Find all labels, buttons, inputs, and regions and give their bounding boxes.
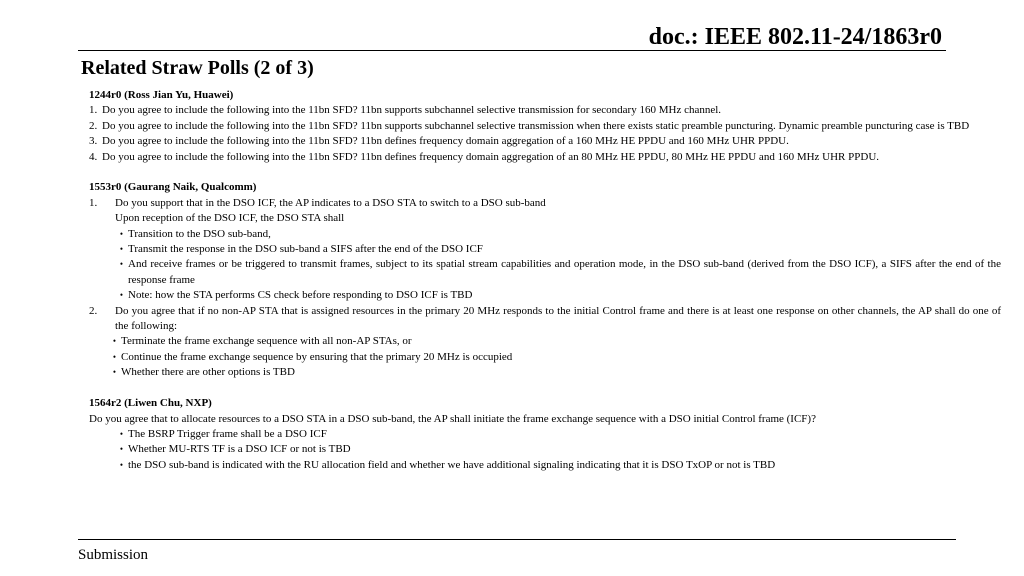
bullet-list [89, 427, 1001, 473]
bullet-item [115, 442, 1001, 457]
bullet-list [89, 334, 1001, 380]
bullet-text: Transmit the response in the DSO sub-band a SIFS after the end of the DSO ICF [128, 243, 483, 256]
poll-item [89, 103, 1001, 118]
bullet-icon: • [119, 228, 124, 239]
item-text: Do you support that in the DSO ICF, the AP indicates to a DSO STA to switch to a DSO sub-band [115, 196, 546, 209]
item-subline: Upon reception of the DSO ICF, the DSO STA shall [115, 212, 345, 225]
bullet-item [115, 242, 1001, 257]
section-1553r0-heading: 1553r0 (Gaurang Naik, Qualcomm) [89, 181, 257, 194]
item-number: 1. [89, 196, 98, 209]
bullet-text: Note: how the STA performs CS check before responding to DSO ICF is TBD [128, 289, 473, 302]
bullet-icon: • [119, 244, 124, 255]
section-spacer [89, 381, 1001, 396]
poll-question: Do you agree that to allocate resources to a DSO STA in a DSO sub-band, the AP shall initiate the frame exchange sequence with a DSO initial Control frame (ICF)? [89, 412, 816, 425]
section-1244r0-heading: 1244r0 (Ross Jian Yu, Huawei) [89, 89, 234, 101]
bullet-item [108, 365, 1001, 380]
item-text: Do you agree to include the following into the 11bn SFD? 11bn supports subchannel selective transmission for secondary 160 MHz channel. [102, 104, 722, 117]
bullet-icon: • [119, 290, 124, 301]
bullet-text: And receive frames or be triggered to transmit frames, subject to its spatial stream capabilities and operation mode, in the DSO sub-band (derived from the DSO ICF), a SIFS after the end of the response frame [128, 258, 1001, 286]
bullet-text: Terminate the frame exchange sequence with all non-AP STAs, or [121, 335, 412, 348]
poll-item [89, 119, 1001, 134]
footer-submission-label: Submission [78, 547, 149, 563]
item-text: Do you agree to include the following into the 11bn SFD? 11bn defines frequency domain aggregation of an 80 MHz HE PPDU, 80 MHz HE PPDU and 160 MHz UHR PPDU. [102, 150, 880, 163]
poll-item [89, 196, 1001, 211]
bullet-list [89, 227, 1001, 304]
bullet-text: the DSO sub-band is indicated with the RU allocation field and whether we have additional signaling indicating that it is DSO TxOP or not is TBD [128, 458, 776, 471]
bullet-item [115, 427, 1001, 442]
bullet-icon: • [119, 428, 124, 439]
slide-title: Related Straw Polls (2 of 3) [81, 57, 314, 79]
item-text: Do you agree that if no non-AP STA that is assigned resources in the primary 20 MHz responds to the initial Control frame and there is at least one response on other channels, the AP shall do one of the following: [115, 304, 1001, 333]
item-number: 1. [89, 104, 98, 117]
slide-body [89, 88, 1001, 473]
bullet-text: Transition to the DSO sub-band, [128, 227, 271, 240]
bullet-item [108, 334, 1001, 349]
section-spacer [89, 165, 1001, 180]
bullet-item [115, 458, 1001, 473]
item-text: Do you agree to include the following into the 11bn SFD? 11bn defines frequency domain aggregation of a 160 MHz HE PPDU and 160 MHz UHR PPDU. [102, 135, 789, 148]
item-number: 4. [89, 150, 98, 163]
bullet-icon: • [119, 459, 124, 470]
bullet-text: Whether there are other options is TBD [121, 366, 295, 379]
header-divider [78, 50, 946, 51]
item-number: 3. [89, 135, 98, 148]
poll-item [89, 150, 1001, 165]
bullet-text: The BSRP Trigger frame shall be a DSO ICF [128, 427, 327, 440]
bullet-text: Continue the frame exchange sequence by ensuring that the primary 20 MHz is occupied [121, 350, 513, 363]
item-number: 2. [89, 119, 98, 132]
item-text: Do you agree to include the following into the 11bn SFD? 11bn supports subchannel selective transmission when there exists static preamble puncturing. Dynamic preamble puncturing case is TBD [102, 119, 970, 132]
poll-item [89, 134, 1001, 149]
bullet-text: Whether MU-RTS TF is a DSO ICF or not is TBD [128, 443, 351, 456]
bullet-item [115, 288, 1001, 303]
bullet-icon: • [112, 367, 117, 378]
section-1564r2-heading: 1564r2 (Liwen Chu, NXP) [89, 397, 212, 410]
bullet-icon: • [119, 259, 124, 270]
bullet-item [108, 350, 1001, 365]
bullet-icon: • [112, 351, 117, 362]
bullet-icon: • [119, 444, 124, 455]
bullet-item [115, 227, 1001, 242]
footer-divider [78, 539, 956, 540]
bullet-icon: • [112, 336, 117, 347]
poll-item [89, 304, 1001, 335]
bullet-item [115, 257, 1001, 288]
document-id: doc.: IEEE 802.11-24/1863r0 [648, 24, 942, 50]
item-number: 2. [89, 304, 98, 317]
